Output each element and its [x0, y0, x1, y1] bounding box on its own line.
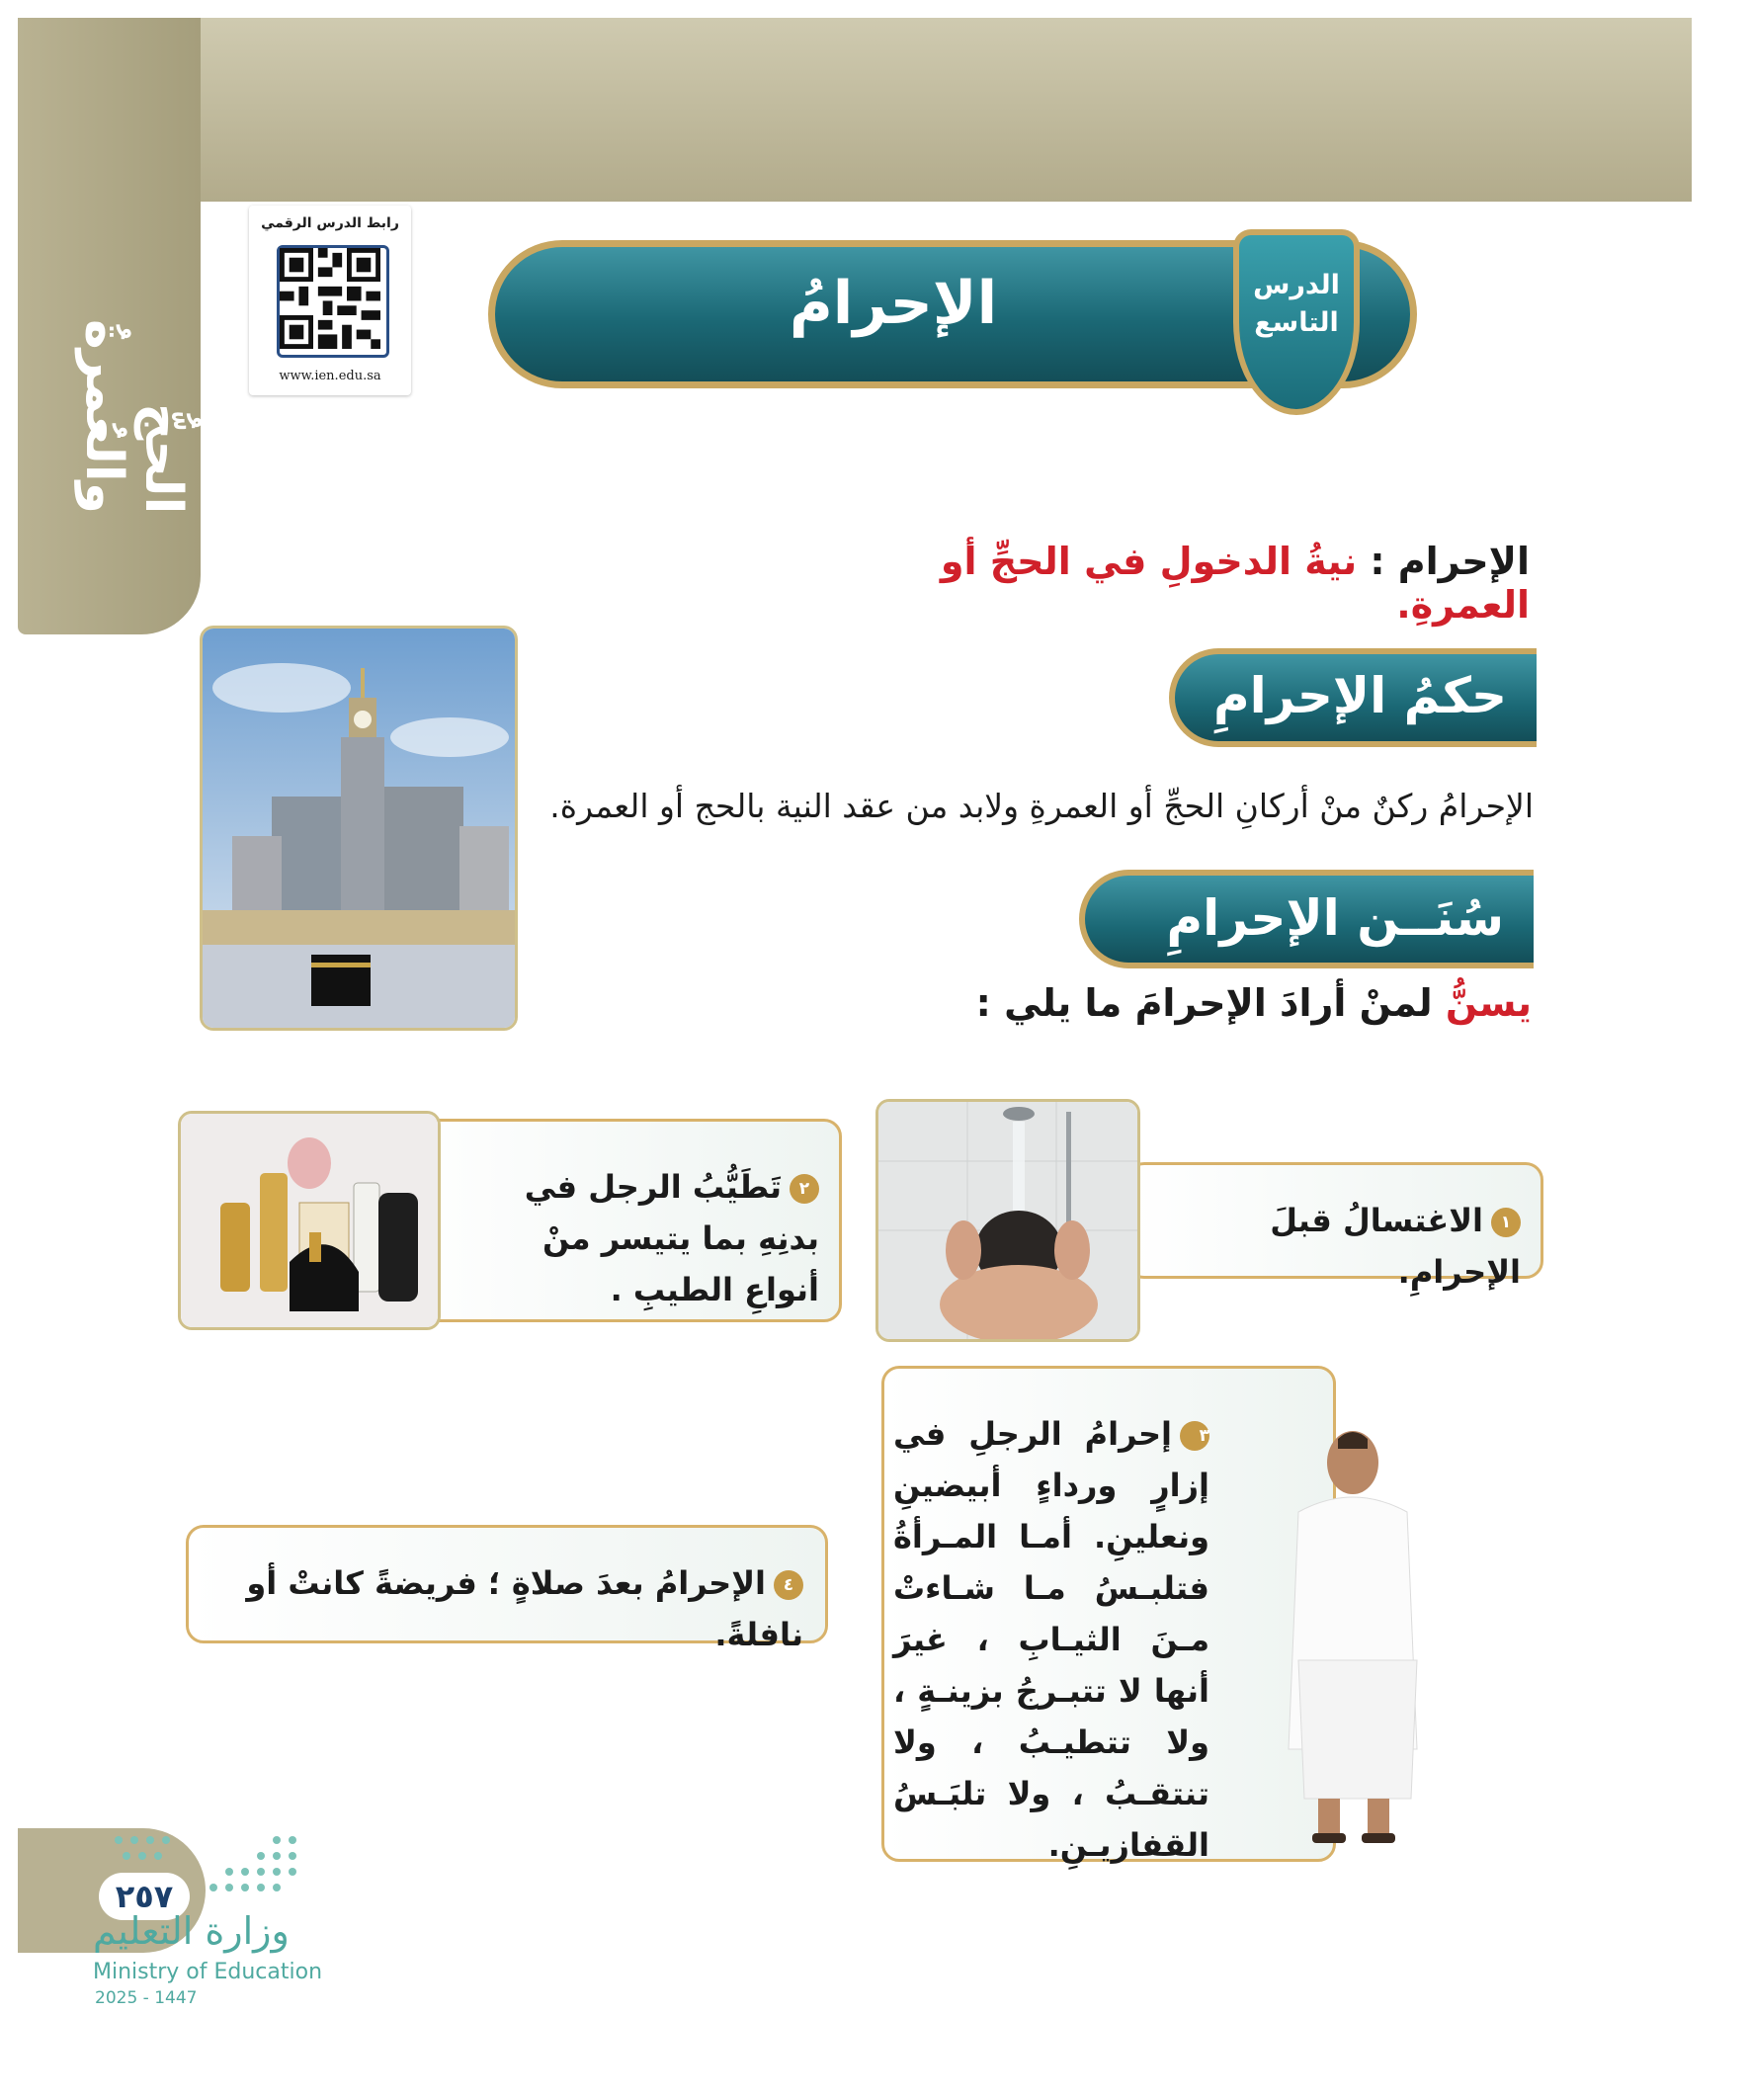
sunnah-item-text — [463, 1161, 819, 1315]
item-number-badge: ٤ — [774, 1570, 803, 1600]
ruling-text: الإحرامُ ركنٌ منْ أركانِ الحجِّ أو العمرةِ ولابد من عقد النية بالحج أو العمرة. — [549, 787, 1534, 825]
qr-card[interactable] — [249, 206, 411, 395]
sunan-intro-text: لمنْ أرادَ الإحرامَ ما يلي : — [975, 981, 1433, 1025]
sunnah-item-3 — [881, 1366, 1336, 1862]
sunnah-item-text — [201, 1557, 803, 1660]
sunnah-item-text — [1145, 1195, 1521, 1298]
item-number-badge: ٣ — [1180, 1421, 1209, 1451]
perfume-bottles-photo — [178, 1111, 441, 1330]
edition-year: 2025 - 1447 — [95, 1988, 198, 2008]
sunnah-item-2-text: تَطَيُّبُ الرجل في بدنِهِ بما يتيسر منْ أنواعِ الطيبِ . — [524, 1168, 819, 1308]
lesson-number-label: الدرس التاسع — [1253, 270, 1340, 338]
item-number-badge: ١ — [1491, 1208, 1521, 1237]
sunnah-item-3-text: إحرامُ الرجلِ في إزارٍ ورداءٍ أبيضينِ ونعلينِ. أمـا المـرأةُ فتلبـسُ مـا شـاءتْ مـنَ الثيـابِ ، غيرَ أنها لا تتبـرجُ بزينـةٍ ، ولا تتطيـبُ ، ولا تنتقـبُ ، ولا تلبَـسُ القفازيـنِ. — [893, 1415, 1209, 1864]
definition-meaning: نيةُ الدخولِ في الحجِّ أو العمرةِ. — [940, 540, 1530, 627]
sunnah-item-text — [893, 1408, 1209, 1871]
sunnah-item-4 — [186, 1525, 828, 1653]
shower-photo — [875, 1099, 1140, 1342]
sunnah-item-4-text: الإحرامُ بعدَ صلاةٍ ؛ فريضةً كانتْ أو نافلةً. — [246, 1564, 803, 1653]
qr-code-icon[interactable] — [277, 245, 389, 358]
sunan-intro-highlight: يسنُّ — [1445, 981, 1532, 1025]
ruling-section-title: حكمُ الإحرامِ — [1212, 667, 1507, 724]
page-number: ٢٥٧ — [99, 1873, 190, 1920]
lesson-title: الإحرامُ — [789, 269, 998, 338]
definition — [870, 540, 1530, 627]
sunnah-item-2 — [395, 1119, 842, 1322]
item-number-badge: ٢ — [790, 1174, 819, 1204]
sunnah-item-1-text: الاغتسالُ قبلَ الإحرامِ. — [1270, 1202, 1521, 1291]
makkah-clock-tower-photo — [200, 626, 518, 1031]
sunnah-item-1 — [1126, 1162, 1543, 1291]
qr-label: رابط الدرس الرقمي — [261, 215, 399, 231]
sunan-section-title: سُنَــن الإحرامِ — [1166, 889, 1504, 947]
definition-term: الإحرام : — [1370, 540, 1530, 583]
qr-url[interactable]: www.ien.edu.sa — [279, 369, 381, 383]
header-band — [18, 18, 1692, 202]
unit-title: الحجُّ والعُمرةُ — [74, 319, 193, 514]
ministry-name-ar: وزارة التعليم — [93, 1909, 290, 1953]
ihram-man-photo — [1279, 1423, 1427, 1858]
ministry-name-en: Ministry of Education — [93, 1960, 323, 1984]
sunan-intro — [889, 981, 1532, 1025]
